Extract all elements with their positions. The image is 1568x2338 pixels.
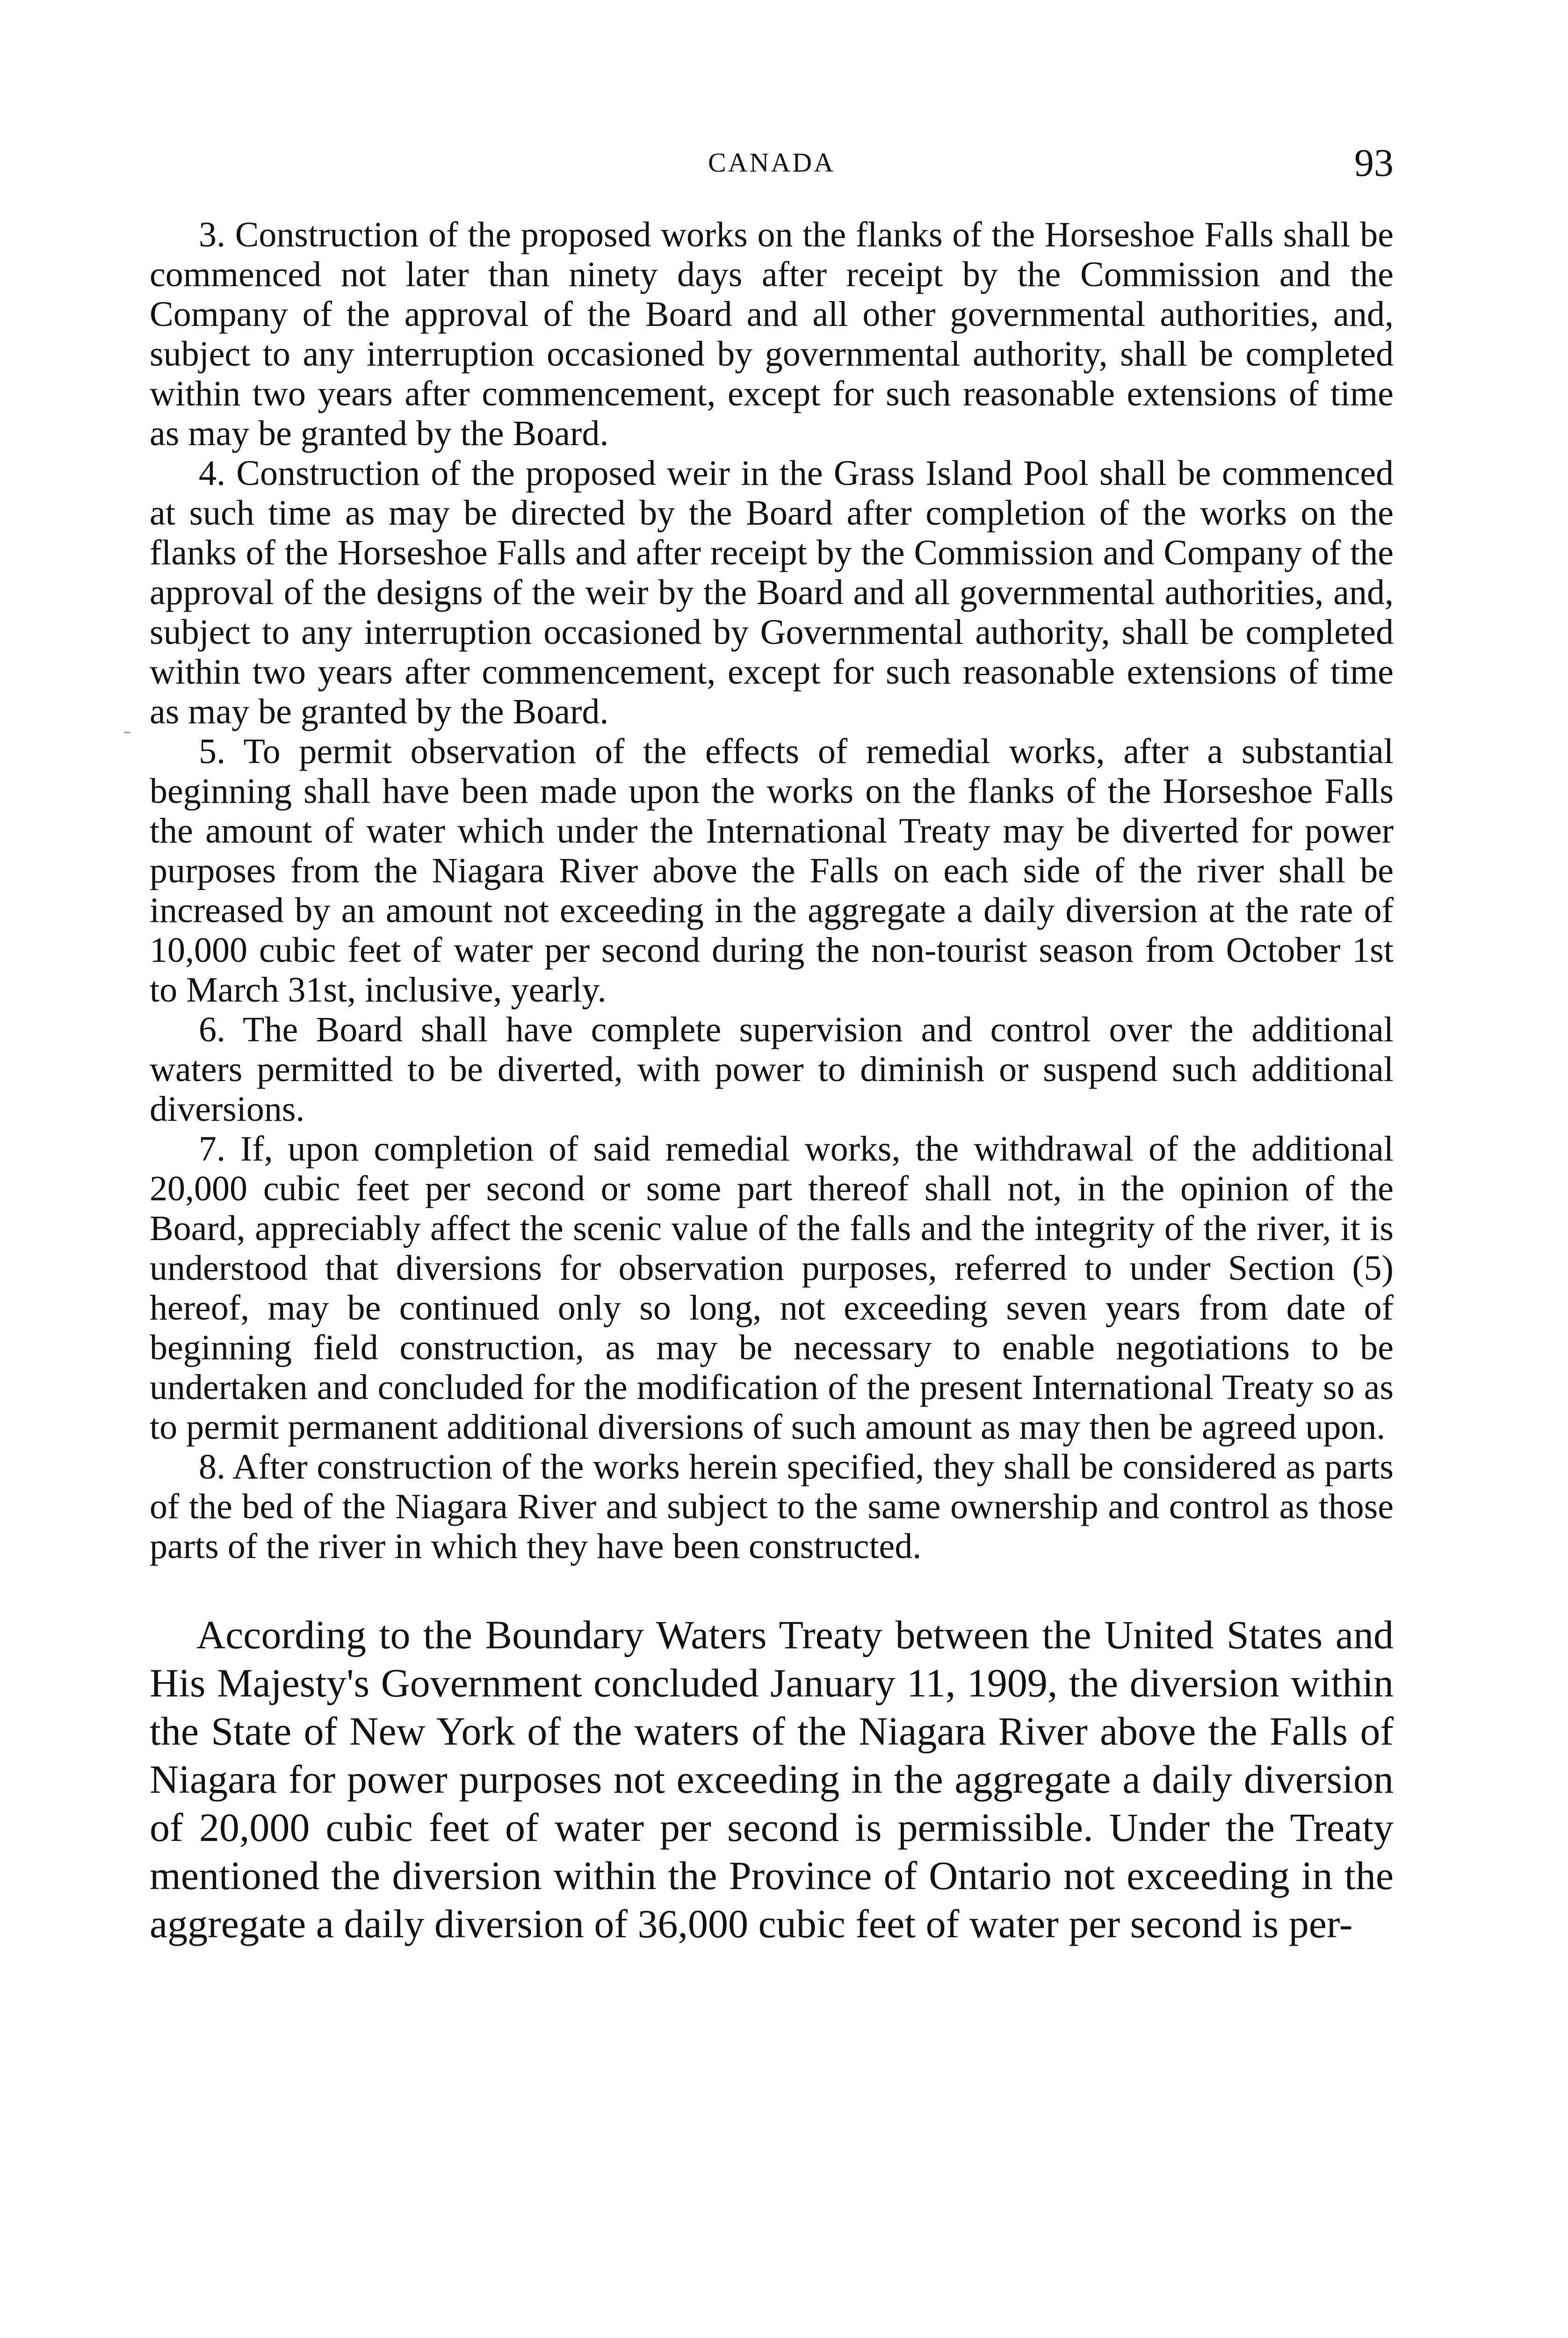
section-7: 7. If, upon completion of said remedial works, the withdrawal of the additional 20,000 cubic feet per second or some part thereof shall not, in the opinion of the Board, appreciably affect the scenic value of the falls and the integrity of the river, it is understood that diversions for observation purposes, referred to under Section (5) hereof, may be continued only so long, not exceeding seven years from date of beginning field construction, as may be necessary to enable negotiations to be undertaken and concluded for the modification of the present International Treaty so as to permit permanent additional diversions of such amount as may then be agreed upon. [150, 1129, 1394, 1447]
section-5: 5. To permit observation of the effects of remedial works, after a substantial beginning shall have been made upon the works on the flanks of the Horseshoe Falls the amount of water which under the International Treaty may be diverted for power purposes from the Niagara River above the Falls on each side of the river shall be increased by an amount not exceeding in the aggregate a daily diversion at the rate of 10,000 cubic feet of water per second during the non-tourist season from October 1st to March 31st, inclusive, yearly. [150, 732, 1394, 1010]
running-head-title: CANADA [708, 147, 836, 178]
margin-mark [124, 732, 130, 733]
page-number: 93 [1354, 141, 1394, 185]
section-4: 4. Construction of the proposed weir in the Grass Island Pool shall be commenced at such time as may be directed by the Board after completion of the works on the flanks of the Horseshoe Falls and after receipt by the Commission and Company of the approval of the designs of the weir by the Board and all governmental authorities, and, subject to any interruption occasioned by Governmental authority, shall be completed within two years after commencement, except for such reasonable extensions of time as may be granted by the Board. [150, 454, 1394, 731]
closing-paragraph: According to the Boundary Waters Treaty between the United States and His Majesty's Government concluded January 11, 1909, the diversion within the State of New York of the waters of the Niagara River above the Falls of Niagara for power purposes not exceeding in the aggregate a daily diversion of 20,000 cubic feet of water per second is permissible. Under the Treaty mentioned the diversion within the Province of Ontario not exceeding in the aggregate a daily diversion of 36,000 cubic feet of water per second is per- [150, 1612, 1394, 1946]
running-head [150, 140, 1394, 187]
section-6: 6. The Board shall have complete supervision and control over the additional waters permitted to be diverted, with power to diminish or suspend such additional diversions. [150, 1010, 1394, 1129]
section-3: 3. Construction of the proposed works on the flanks of the Horseshoe Falls shall be commenced not later than ninety days after receipt by the Commission and the Company of the approval of the Board and all other governmental authorities, and, subject to any interruption occasioned by governmental authority, shall be completed within two years after commencement, except for such reasonable extensions of time as may be granted by the Board. [150, 215, 1394, 453]
section-8: 8. After construction of the works herein specified, they shall be considered as parts of the bed of the Niagara River and subject to the same ownership and control as those parts of the river in which they have been constructed. [150, 1447, 1394, 1566]
body-text [150, 215, 1394, 1948]
